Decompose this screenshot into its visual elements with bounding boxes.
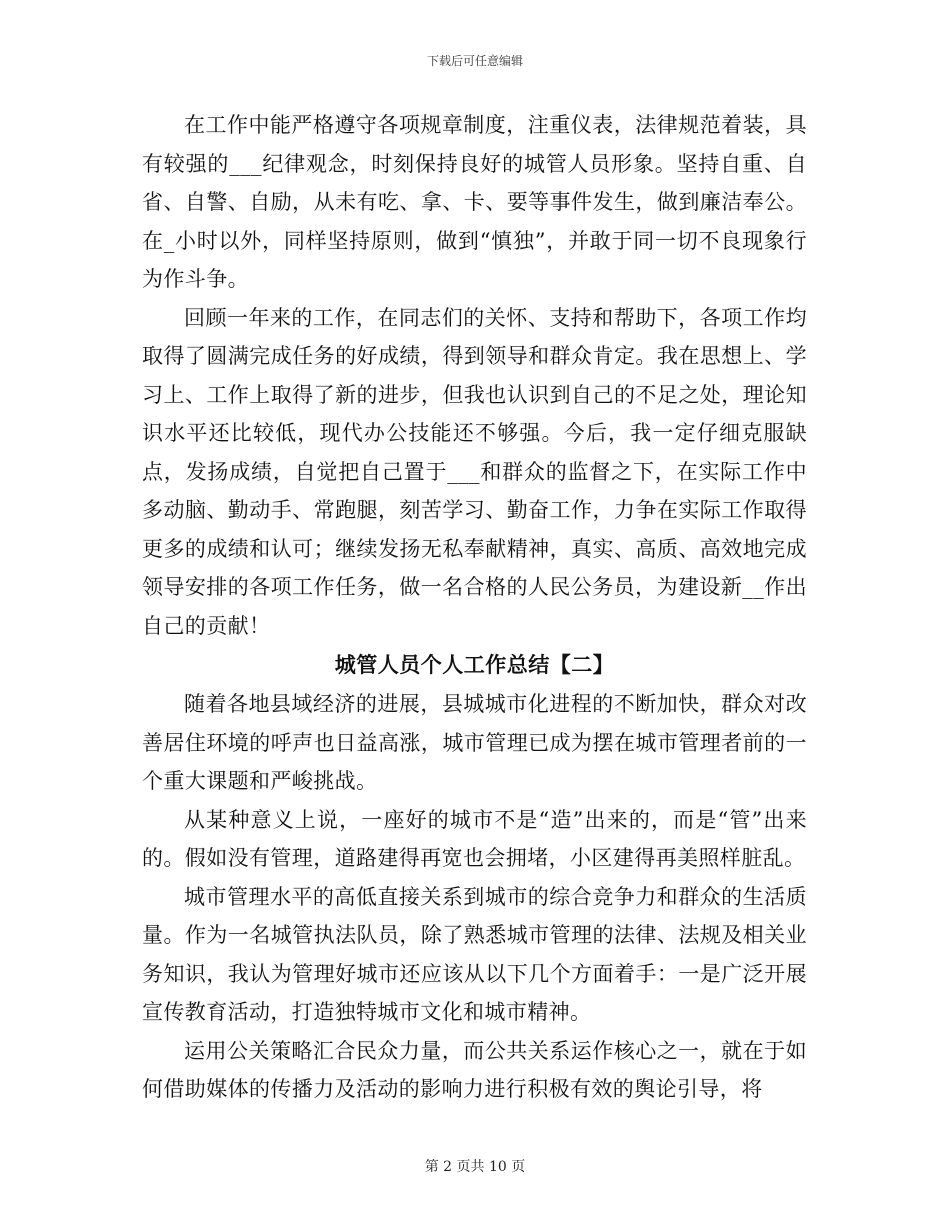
paragraph-management-level: 城市管理水平的高低直接关系到城市的综合竞争力和群众的生活质量。作为一名城管执法队员，除了熟悉城市管理的法律、法规及相关业务知识，我认为管理好城市还应该从以下几个方面着手：一是广泛开展宣传教育活动，打造独特城市文化和城市精神。: [142, 884, 807, 1024]
document-body: [142, 106, 807, 1109]
paragraph-discipline: 在工作中能严格遵守各项规章制度，注重仪表，法律规范着装，具有较强的___纪律观念，时刻保持良好的城管人员形象。坚持自重、自省、自警、自励，从未有吃、拿、卡、要等事件发生，做到廉洁奉公。在_小时以外，同样坚持原则，做到“慎独”，并敢于同一切不良现象行为作斗争。: [142, 113, 807, 291]
paragraph-urbanization: 随着各地县域经济的进展，县城城市化进程的不断加快，群众对改善居住环境的呼声也日益高涨，城市管理已成为摆在城市管理者前的一个重大课题和严峻挑战。: [142, 692, 807, 793]
paragraph-review: 回顾一年来的工作，在同志们的关怀、支持和帮助下，各项工作均取得了圆满完成任务的好成绩，得到领导和群众肯定。我在思想上、学习上、工作上取得了新的进步，但我也认识到自己的不足之处，理论知识水平还比较低，现代办公技能还不够强。今后，我一定仔细克服缺点，发扬成绩，自觉把自己置于___和群众的监督之下，在实际工作中多动脑、勤动手、常跑腿，刻苦学习、勤奋工作，力争在实际工作取得更多的成绩和认可；继续发扬无私奉献精神，真实、高质、高效地完成领导安排的各项工作任务，做一名合格的人民公务员，为建设新__作出自己的贡献！: [142, 305, 807, 638]
section-title: 城管人员个人工作总结【二】: [334, 652, 615, 677]
paragraph-public-relations: 运用公关策略汇合民众力量，而公共关系运作核心之一，就在于如何借助媒体的传播力及活动的影响力进行积极有效的舆论引导，将: [142, 1038, 807, 1101]
page-number: 第 2 页共 10 页: [424, 1159, 526, 1175]
paragraph-good-city: 从某种意义上说，一座好的城市不是“造”出来的，而是“管”出来的。假如没有管理，道路建得再宽也会拥堵，小区建得再美照样脏乱。: [142, 807, 807, 870]
page-header-note: 下载后可任意编辑: [426, 54, 523, 68]
